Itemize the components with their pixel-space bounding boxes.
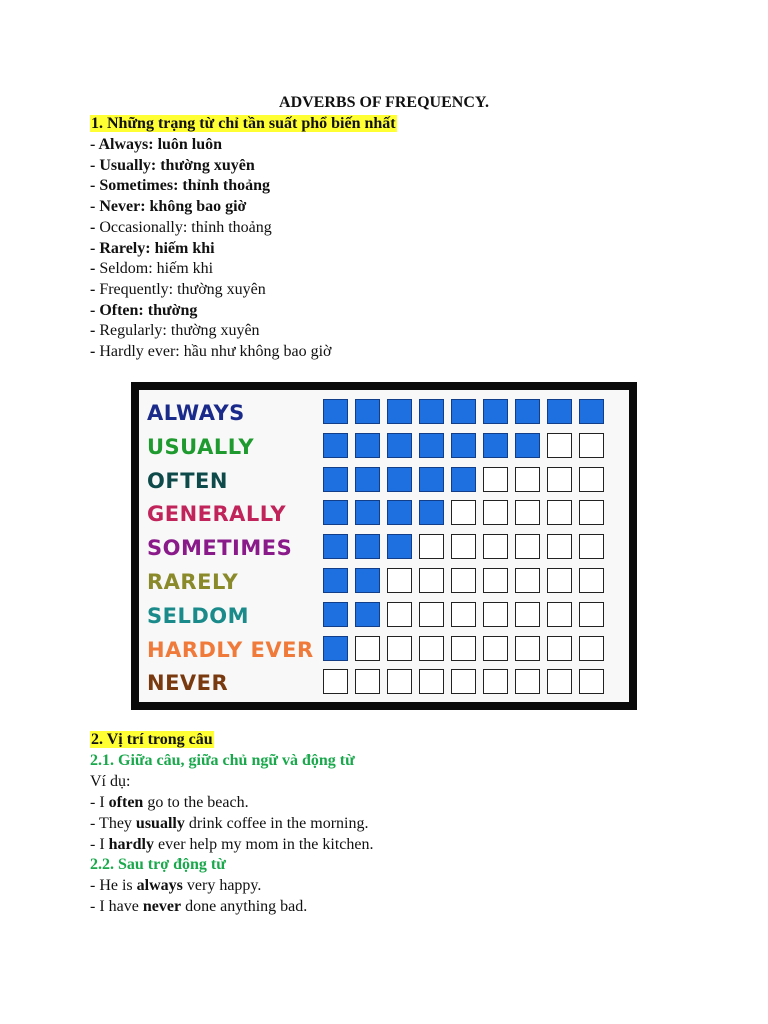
- empty-box: [419, 534, 444, 559]
- empty-box: [451, 602, 476, 627]
- empty-box: [483, 534, 508, 559]
- list-bullet: -: [90, 218, 100, 236]
- list-bullet: -: [90, 177, 100, 195]
- chart-row-label: OFTEN: [147, 468, 228, 493]
- filled-box: [419, 399, 444, 424]
- filled-box: [323, 636, 348, 661]
- empty-box: [515, 500, 540, 525]
- filled-box: [355, 568, 380, 593]
- empty-box: [579, 669, 604, 694]
- empty-box: [483, 568, 508, 593]
- empty-box: [515, 669, 540, 694]
- chart-row: [139, 567, 629, 597]
- filled-box: [355, 467, 380, 492]
- sentence-end: drink coffee in the morning.: [184, 814, 369, 832]
- sentence-end: go to the beach.: [143, 794, 249, 811]
- example-label: Ví dụ:: [90, 773, 131, 790]
- empty-box: [515, 568, 540, 593]
- empty-box: [579, 636, 604, 661]
- empty-box: [547, 669, 572, 694]
- filled-box: [483, 399, 508, 424]
- empty-box: [483, 500, 508, 525]
- document-title: ADVERBS OF FREQUENCY.: [279, 94, 489, 111]
- filled-box: [323, 433, 348, 458]
- filled-box: [451, 467, 476, 492]
- chart-row-label: RARELY: [147, 570, 239, 594]
- adverb-list-item: [90, 176, 270, 196]
- empty-box: [387, 669, 412, 694]
- section1-heading: 1. Những trạng từ chỉ tần suất phổ biến nhất: [91, 115, 396, 132]
- chart-row-label: USUALLY: [147, 434, 255, 459]
- chart-row: [139, 499, 629, 529]
- empty-box: [515, 602, 540, 627]
- empty-box: [547, 433, 572, 458]
- filled-box: [323, 500, 348, 525]
- empty-box: [547, 534, 572, 559]
- filled-box: [323, 602, 348, 627]
- filled-box: [419, 500, 444, 525]
- adverb-definition: Usually: thường xuyên: [99, 156, 255, 174]
- filled-box: [579, 399, 604, 424]
- adverb-definition: Always: luôn luôn: [98, 136, 223, 153]
- list-bullet: -: [90, 343, 100, 360]
- chart-row-label: NEVER: [147, 671, 229, 696]
- empty-box: [579, 500, 604, 525]
- empty-box: [547, 636, 572, 661]
- adverb-list-item: [90, 280, 266, 300]
- section2-heading-line: [90, 730, 214, 750]
- filled-box: [355, 399, 380, 424]
- chart-row: [139, 635, 629, 665]
- list-bullet: -: [90, 260, 100, 278]
- filled-box: [387, 467, 412, 492]
- sentence-start: - I: [90, 794, 109, 811]
- filled-box: [355, 534, 380, 559]
- chart-row-label: GENERALLY: [147, 502, 287, 527]
- empty-box: [515, 534, 540, 559]
- list-bullet: -: [90, 280, 100, 298]
- empty-box: [483, 467, 508, 492]
- example-sentence: [90, 897, 307, 917]
- adverb-list-item: [90, 259, 213, 279]
- list-bullet: -: [90, 322, 100, 340]
- empty-box: [451, 636, 476, 661]
- adverb-definition: Frequently: thường xuyên: [99, 280, 266, 298]
- adverb-definition: Rarely: hiếm khi: [99, 239, 215, 257]
- adverb-highlight: often: [108, 794, 144, 811]
- sentence-end: ever help my mom in the kitchen.: [154, 835, 374, 853]
- filled-box: [419, 433, 444, 458]
- sentence-start: - He is: [90, 877, 137, 894]
- chart-row: [139, 668, 629, 698]
- adverb-highlight: hardly: [108, 835, 154, 853]
- filled-box: [515, 433, 540, 458]
- empty-box: [515, 467, 540, 492]
- empty-box: [451, 534, 476, 559]
- empty-box: [419, 669, 444, 694]
- section2-heading: 2. Vị trí trong câu: [91, 731, 213, 748]
- adverb-highlight: usually: [135, 814, 185, 832]
- empty-box: [547, 467, 572, 492]
- empty-box: [387, 602, 412, 627]
- filled-box: [451, 433, 476, 458]
- chart-row: [139, 466, 629, 496]
- empty-box: [451, 500, 476, 525]
- sentence-start: - They: [90, 814, 136, 832]
- empty-box: [579, 467, 604, 492]
- filled-box: [387, 433, 412, 458]
- chart-row: [139, 601, 629, 631]
- frequency-chart: [131, 382, 637, 710]
- empty-box: [419, 602, 444, 627]
- list-bullet: -: [90, 156, 100, 174]
- empty-box: [323, 669, 348, 694]
- example-sentence: [90, 793, 249, 813]
- example-sentence: [90, 814, 369, 834]
- empty-box: [547, 602, 572, 627]
- adverb-list-item: [90, 321, 260, 341]
- adverb-definition: Hardly ever: hầu như không bao giờ: [99, 343, 332, 360]
- empty-box: [387, 636, 412, 661]
- filled-box: [355, 602, 380, 627]
- empty-box: [483, 669, 508, 694]
- adverb-definition: Often: thường: [99, 301, 198, 319]
- filled-box: [323, 534, 348, 559]
- adverb-highlight: never: [142, 897, 182, 915]
- empty-box: [355, 636, 380, 661]
- list-bullet: -: [90, 198, 100, 216]
- filled-box: [355, 433, 380, 458]
- example-sentence: [90, 835, 374, 855]
- example-sentence: [90, 876, 261, 896]
- empty-box: [483, 636, 508, 661]
- filled-box: [483, 433, 508, 458]
- filled-box: [323, 399, 348, 424]
- list-bullet: -: [90, 136, 99, 153]
- empty-box: [387, 568, 412, 593]
- empty-box: [355, 669, 380, 694]
- empty-box: [419, 568, 444, 593]
- empty-box: [419, 636, 444, 661]
- empty-box: [579, 433, 604, 458]
- chart-row: [139, 398, 629, 428]
- filled-box: [451, 399, 476, 424]
- filled-box: [387, 500, 412, 525]
- list-bullet: -: [90, 301, 100, 319]
- sentence-start: - I have: [90, 897, 143, 915]
- empty-box: [579, 534, 604, 559]
- filled-box: [323, 467, 348, 492]
- chart-row-label: SELDOM: [147, 603, 250, 628]
- subsection-2-2-heading: 2.2. Sau trợ động từ: [90, 856, 226, 873]
- chart-row: [139, 533, 629, 563]
- adverb-definition: Sometimes: thỉnh thoảng: [99, 177, 271, 195]
- adverb-list-item: [90, 135, 222, 155]
- adverb-definition: Regularly: thường xuyên: [99, 322, 260, 340]
- adverb-list-item: [90, 239, 215, 259]
- adverb-list-item: [90, 342, 332, 362]
- adverb-list-item: [90, 156, 255, 176]
- adverb-highlight: always: [136, 877, 183, 894]
- empty-box: [451, 669, 476, 694]
- empty-box: [547, 500, 572, 525]
- section1-heading-line: [90, 114, 397, 134]
- sentence-end: very happy.: [182, 877, 262, 894]
- empty-box: [451, 568, 476, 593]
- filled-box: [419, 467, 444, 492]
- chart-row-label: ALWAYS: [147, 401, 245, 425]
- filled-box: [387, 399, 412, 424]
- filled-box: [323, 568, 348, 593]
- chart-row: [139, 432, 629, 462]
- chart-row-label: HARDLY EVER: [147, 637, 314, 662]
- frequency-chart-panel: [139, 390, 629, 702]
- sentence-start: - I: [90, 835, 109, 853]
- adverb-definition: Seldom: hiếm khi: [99, 260, 214, 278]
- empty-box: [579, 568, 604, 593]
- filled-box: [387, 534, 412, 559]
- adverb-definition: Occasionally: thỉnh thoảng: [99, 218, 272, 236]
- empty-box: [579, 602, 604, 627]
- filled-box: [355, 500, 380, 525]
- empty-box: [515, 636, 540, 661]
- subsection-2-1-heading: 2.1. Giữa câu, giữa chủ ngữ và động từ: [90, 752, 355, 769]
- empty-box: [547, 568, 572, 593]
- adverb-list-item: [90, 197, 246, 217]
- adverb-list-item: [90, 218, 272, 238]
- empty-box: [483, 602, 508, 627]
- list-bullet: -: [90, 239, 100, 257]
- adverb-list-item: [90, 301, 197, 321]
- filled-box: [515, 399, 540, 424]
- sentence-end: done anything bad.: [181, 897, 308, 915]
- filled-box: [547, 399, 572, 424]
- adverb-definition: Never: không bao giờ: [99, 198, 247, 216]
- chart-row-label: SOMETIMES: [147, 536, 293, 561]
